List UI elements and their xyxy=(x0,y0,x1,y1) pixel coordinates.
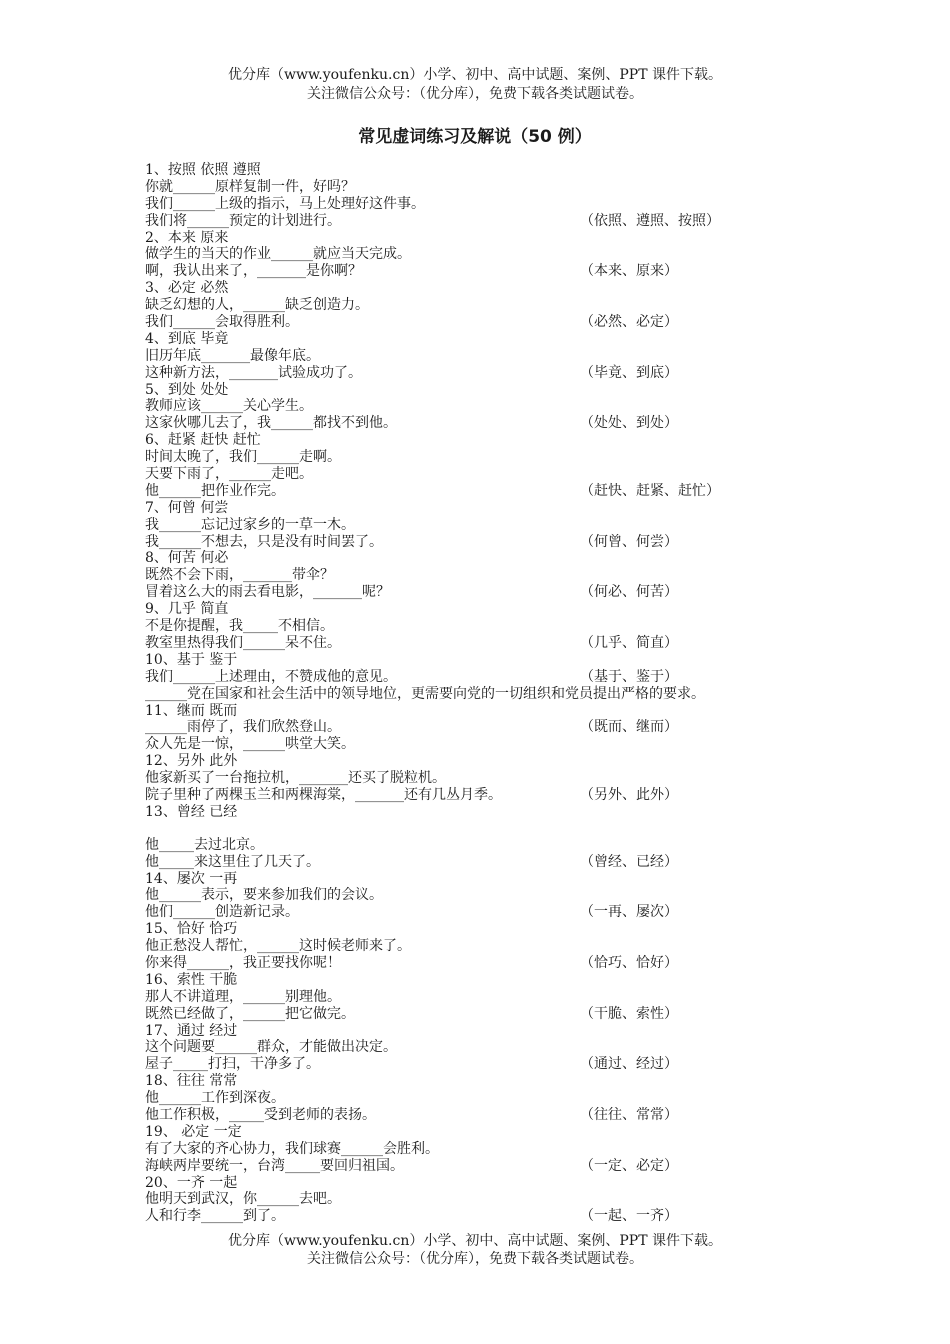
exercise-line xyxy=(145,1056,825,1073)
exercise-line xyxy=(145,1158,825,1175)
exercise-text: 12、另外 此外 xyxy=(145,753,238,770)
exercise-text: 13、曾经 已经 xyxy=(145,803,238,820)
exercise-text: 冒着这么大的雨去看电影，_______呢？ xyxy=(145,584,390,601)
exercise-line xyxy=(145,466,825,483)
exercise-text: 3、必定 必然 xyxy=(145,280,229,297)
exercise-line xyxy=(145,517,825,534)
answer-key: （另外、此外） xyxy=(580,786,678,803)
exercise-line xyxy=(145,196,825,213)
exercise-text: 1、按照 依照 遵照 xyxy=(145,162,261,178)
answer-key: （何必、何苦） xyxy=(580,584,678,601)
exercise-line xyxy=(145,550,825,567)
answer-key: （依照、遵照、按照） xyxy=(580,212,720,229)
exercise-text: 既然已经做了，______把它做完。 xyxy=(145,1005,355,1022)
exercise-line xyxy=(145,804,825,821)
exercise-text: 缺乏幻想的人，______缺乏创造力。 xyxy=(145,297,369,314)
exercise-line xyxy=(145,213,825,230)
exercise-text: 他家新买了一台拖拉机，_______还买了脱粒机。 xyxy=(145,770,446,787)
exercise-text: 海峡两岸要统一，台湾_____要回归祖国。 xyxy=(145,1157,404,1174)
exercise-text: 做学生的当天的作业______就应当天完成。 xyxy=(145,246,411,263)
exercise-text: 众人先是一惊，______哄堂大笑。 xyxy=(145,736,355,753)
exercise-text: 旧历年底_______最像年底。 xyxy=(145,347,320,364)
exercise-text: 4、到底 毕竟 xyxy=(145,330,229,347)
exercise-line xyxy=(145,686,825,703)
exercise-text: 他_____来这里住了几天了。 xyxy=(145,853,320,870)
exercise-text: 2、本来 原来 xyxy=(145,229,229,246)
exercise-line xyxy=(145,534,825,551)
answer-key: （往往、常常） xyxy=(580,1106,678,1123)
exercise-text: 我们将______预定的计划进行。 xyxy=(145,212,341,229)
answer-key: （曾经、已经） xyxy=(580,853,678,870)
exercise-text: 这家伙哪儿去了，我______都找不到他。 xyxy=(145,415,397,432)
exercise-line xyxy=(145,618,825,635)
exercise-line xyxy=(145,821,825,837)
exercise-text: 他______工作到深夜。 xyxy=(145,1090,285,1107)
exercise-text: 11、继而 既而 xyxy=(145,702,238,719)
exercise-text: 他工作积极，_____受到老师的表扬。 xyxy=(145,1106,376,1123)
answer-key: （本来、原来） xyxy=(580,263,678,280)
exercise-text: 20、一齐 一起 xyxy=(145,1174,238,1191)
exercise-line xyxy=(145,854,825,871)
exercise-line xyxy=(145,703,825,720)
exercise-line xyxy=(145,1175,825,1192)
exercise-line xyxy=(145,871,825,888)
exercise-line xyxy=(145,263,825,280)
exercise-text: ______雨停了，我们欣然登山。 xyxy=(145,719,341,736)
exercise-text: 教室里热得我们______呆不住。 xyxy=(145,634,341,651)
exercise-line xyxy=(145,1141,825,1158)
answer-key: （基于、鉴于） xyxy=(580,668,678,685)
exercise-text: 10、基于 鉴于 xyxy=(145,651,238,668)
exercise-line xyxy=(145,635,825,652)
exercise-line xyxy=(145,787,825,804)
exercise-line xyxy=(145,415,825,432)
exercise-text: 5、到处 处处 xyxy=(145,381,229,398)
exercise-text: 7、何曾 何尝 xyxy=(145,499,229,516)
exercise-text: 啊，我认出来了，_______是你啊？ xyxy=(145,263,362,280)
exercise-line xyxy=(145,989,825,1006)
exercise-text: 院子里种了两棵玉兰和两棵海棠，_______还有几丛月季。 xyxy=(145,786,502,803)
exercise-line xyxy=(145,1073,825,1090)
answer-key: （一再、屡次） xyxy=(580,904,678,921)
exercise-text: 我们______会取得胜利。 xyxy=(145,314,299,331)
exercise-text: 他_____去过北京。 xyxy=(145,836,264,853)
exercise-line xyxy=(145,331,825,348)
exercise-line xyxy=(145,432,825,449)
exercise-text: 17、通过 经过 xyxy=(145,1022,238,1039)
exercise-text: 16、索性 干脆 xyxy=(145,971,238,988)
exercise-text: 教师应该______关心学生。 xyxy=(145,398,313,415)
answer-key: （既而、继而） xyxy=(580,719,678,736)
exercise-text: 19、 必定 一定 xyxy=(145,1123,242,1140)
answer-key: （通过、经过） xyxy=(580,1056,678,1073)
exercise-text: 他正愁没人帮忙，______这时候老师来了。 xyxy=(145,938,411,955)
page-title: 常见虚词练习及解说（50 例） xyxy=(358,127,592,147)
exercise-text: 18、往往 常常 xyxy=(145,1073,238,1090)
exercise-line xyxy=(145,719,825,736)
exercise-text: 我______忘记过家乡的一草一木。 xyxy=(145,516,355,533)
exercise-line xyxy=(145,365,825,382)
exercise-text: 屋子_____打扫，干净多了。 xyxy=(145,1056,320,1073)
exercise-line xyxy=(145,280,825,297)
answer-key: （处处、到处） xyxy=(580,415,678,432)
exercise-line xyxy=(145,1208,825,1225)
answer-key: （一定、必定） xyxy=(580,1157,678,1174)
exercise-text: 他______把作业作完。 xyxy=(145,482,285,499)
exercise-line xyxy=(145,230,825,247)
exercise-text: 这种新方法，_______试验成功了。 xyxy=(145,364,362,381)
exercise-line xyxy=(145,1124,825,1141)
exercise-line xyxy=(145,904,825,921)
exercise-line xyxy=(145,1039,825,1056)
answer-key: （恰巧、恰好） xyxy=(580,954,678,971)
exercise-text: 8、何苦 何必 xyxy=(145,550,229,567)
exercise-text: 他______表示，要来参加我们的会议。 xyxy=(145,887,383,904)
answer-key: （干脆、索性） xyxy=(580,1005,678,1022)
answer-key: （必然、必定） xyxy=(580,314,678,331)
exercise-text: 那人不讲道理，______别理他。 xyxy=(145,988,341,1005)
exercise-line xyxy=(145,652,825,669)
exercise-text: ______党在国家和社会生活中的领导地位，更需要向党的一切组织和党员提出严格的要求。 xyxy=(145,685,705,702)
answer-key: （一起、一齐） xyxy=(580,1208,678,1225)
exercise-text: 有了大家的齐心协力，我们球赛______会胜利。 xyxy=(145,1140,439,1157)
exercise-line xyxy=(145,1023,825,1040)
exercise-text: 我们______上级的指示，马上处理好这件事。 xyxy=(145,195,425,212)
exercise-text: 他们______创造新记录。 xyxy=(145,904,299,921)
exercise-text: 不是你提醒，我_____不相信。 xyxy=(145,618,334,635)
exercise-line xyxy=(145,162,825,179)
exercise-text: 9、几乎 简直 xyxy=(145,601,229,618)
exercise-line xyxy=(145,955,825,972)
exercise-text: 时间太晚了，我们______走啊。 xyxy=(145,449,341,466)
exercise-line xyxy=(145,246,825,263)
exercise-text: 这个问题要______群众，才能做出决定。 xyxy=(145,1039,397,1056)
exercise-line xyxy=(145,1107,825,1124)
exercise-line xyxy=(145,382,825,399)
exercise-line xyxy=(145,921,825,938)
exercise-line xyxy=(145,887,825,904)
exercise-text: 既然不会下雨，_______带伞？ xyxy=(145,567,334,584)
exercise-line xyxy=(145,736,825,753)
exercise-line xyxy=(145,348,825,365)
exercise-text: 他明天到武汉，你______去吧。 xyxy=(145,1191,341,1208)
answer-key: （何曾、何尝） xyxy=(580,533,678,550)
exercise-text: 你来得______，我正要找你呢！ xyxy=(145,954,341,971)
exercise-text: 天要下雨了，______走吧。 xyxy=(145,466,313,483)
exercise-line xyxy=(145,1191,825,1208)
exercise-line xyxy=(145,584,825,601)
exercise-line xyxy=(145,314,825,331)
exercise-text: 我们______上述理由，不赞成他的意见。 xyxy=(145,668,397,685)
exercise-line xyxy=(145,179,825,196)
exercise-line xyxy=(145,567,825,584)
exercise-line xyxy=(145,770,825,787)
header-line-1: 优分库（www.youfenku.cn）小学、初中、高中试题、案例、PPT 课件下载。 xyxy=(227,67,722,83)
exercise-line xyxy=(145,837,825,854)
exercise-line xyxy=(145,483,825,500)
answer-key: （赶快、赶紧、赶忙） xyxy=(580,482,720,499)
exercise-line xyxy=(145,398,825,415)
answer-key: （几乎、简直） xyxy=(580,634,678,651)
exercise-line xyxy=(145,500,825,517)
exercise-line xyxy=(145,601,825,618)
footer-line-1: 优分库（www.youfenku.cn）小学、初中、高中试题、案例、PPT 课件下载。 xyxy=(227,1233,722,1249)
exercise-text: 14、屡次 一再 xyxy=(145,870,238,887)
exercise-line xyxy=(145,297,825,314)
exercise-line xyxy=(145,938,825,955)
exercise-text: 15、恰好 恰巧 xyxy=(145,921,238,938)
footer-line-2: 关注微信公众号：（优分库），免费下载各类试题试卷。 xyxy=(307,1251,643,1267)
exercise-text: 我______不想去，只是没有时间罢了。 xyxy=(145,533,383,550)
exercise-line xyxy=(145,669,825,686)
answer-key: （毕竟、到底） xyxy=(580,364,678,381)
exercise-line xyxy=(145,449,825,466)
exercise-line xyxy=(145,1006,825,1023)
exercise-text: 人和行李______到了。 xyxy=(145,1208,285,1225)
exercise-line xyxy=(145,753,825,770)
exercise-list xyxy=(145,162,825,1225)
exercise-line xyxy=(145,972,825,989)
exercise-line xyxy=(145,1090,825,1107)
exercise-text: 你就______原样复制一件，好吗？ xyxy=(145,178,355,195)
exercise-text: 6、赶紧 赶快 赶忙 xyxy=(145,432,261,449)
header-line-2: 关注微信公众号：（优分库），免费下载各类试题试卷。 xyxy=(307,86,643,102)
